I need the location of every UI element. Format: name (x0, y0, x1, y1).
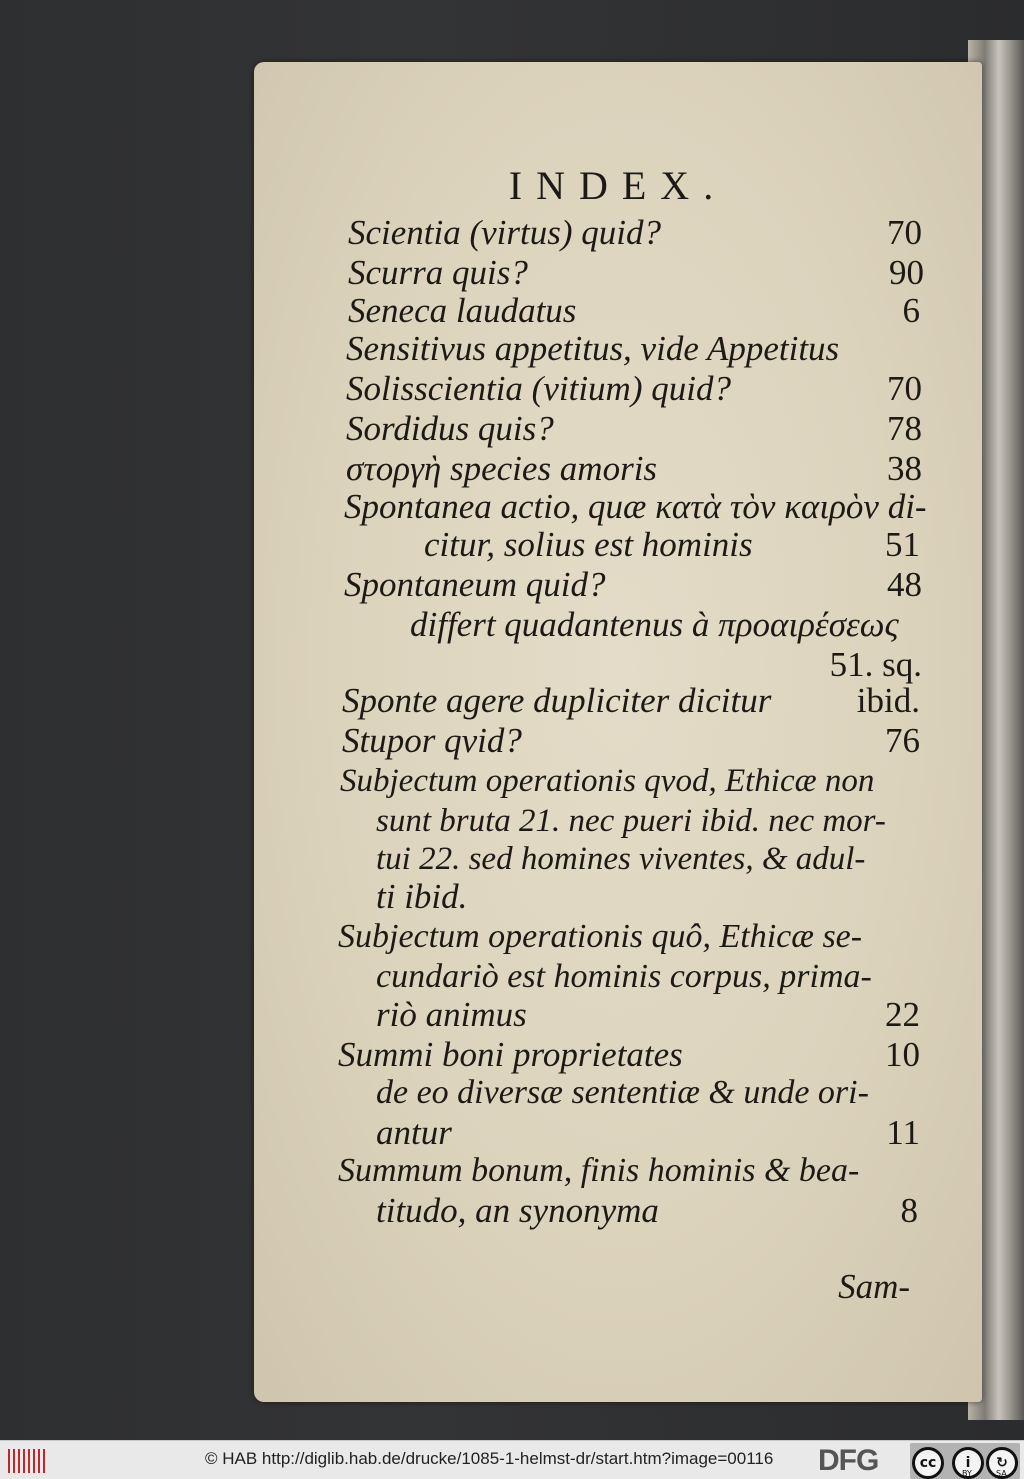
index-entry-text: citur, solius est hominis (424, 525, 753, 564)
index-entry-text: tui 22. sed homines viventes, & adul- (376, 841, 866, 877)
page-header: INDEX. (508, 163, 728, 208)
index-entry-text: Subjectum operationis qvod, Ethicæ non (340, 763, 875, 799)
index-entry-text: Scientia (virtus) quid? (348, 213, 662, 252)
cc-icon: cc (912, 1447, 944, 1479)
index-entry-text: riò animus (376, 995, 527, 1034)
index-entry-text: Spontanea actio, quæ κατὰ τὸν καιρὸν di- (344, 487, 927, 526)
index-entry-page: ibid. (856, 681, 920, 720)
index-entry-page: 38 (887, 449, 922, 488)
cc-by-label: BY (962, 1469, 972, 1478)
index-entry-page: 70 (887, 213, 922, 252)
index-entry-text: Scurra quis? (348, 253, 528, 292)
index-entry-text: Summi boni proprietates (338, 1035, 683, 1074)
index-entry-page: 78 (887, 409, 922, 448)
index-entries (254, 62, 982, 1402)
index-entry-page: 51. sq. (829, 645, 922, 684)
copyright-link[interactable]: © HAB http://diglib.hab.de/drucke/1085-1-helmst-dr/start.htm?image=00116 (205, 1449, 774, 1468)
index-entry-text: Solisscientia (vitium) quid? (346, 369, 731, 408)
viewer-footer (0, 1440, 1024, 1479)
index-entry-page: 51 (885, 525, 920, 564)
index-entry-page: 90 (889, 253, 924, 292)
index-entry-text: Sponte agere dupliciter dicitur (342, 681, 772, 720)
index-entry-page: 70 (887, 369, 922, 408)
index-entry-text: Spontaneum quid? (344, 565, 606, 604)
catchword: Sam- (838, 1267, 910, 1306)
index-entry-text: cundariò est hominis corpus, prima- (376, 958, 872, 995)
index-entry-text: titudo, an synonyma (376, 1191, 659, 1230)
index-entry-text: antur (376, 1113, 452, 1152)
index-entry-page: 8 (900, 1191, 918, 1230)
index-entry-page: 10 (885, 1035, 920, 1074)
index-entry-page: 48 (887, 565, 922, 604)
cc-sa-label: SA (996, 1469, 1007, 1478)
index-entry-text: ti ibid. (376, 877, 468, 916)
index-entry-text: Seneca laudatus (348, 291, 577, 330)
index-entry-text: Sensitivus appetitus, vide Appetitus (346, 329, 840, 368)
cc-by-icon: i (952, 1447, 984, 1479)
dfg-logo: DFG (818, 1444, 879, 1477)
hab-logo-icon (8, 1449, 46, 1473)
index-entry-text: Stupor qvid? (342, 721, 522, 760)
index-entry-page: 76 (885, 721, 920, 760)
index-entry-text: de eo diversæ sententiæ & unde ori- (376, 1074, 869, 1111)
index-entry-text: differt quadantenus à προαιρέσεως (410, 605, 899, 644)
index-entry-text: sunt bruta 21. nec pueri ibid. nec mor- (376, 803, 886, 839)
index-entry-text: Summum bonum, finis hominis & bea- (338, 1152, 860, 1189)
cc-license-badge[interactable] (910, 1443, 1020, 1479)
index-entry-text: Sordidus quis? (346, 409, 554, 448)
index-entry-text: στοργὴ species amoris (346, 449, 658, 488)
index-entry-page: 11 (886, 1113, 920, 1152)
index-entry-page: 6 (902, 291, 920, 330)
index-entry-page: 22 (885, 995, 920, 1034)
book-page (254, 62, 982, 1402)
cc-sa-icon: ↻ (986, 1447, 1018, 1479)
index-entry-text: Subjectum operationis quô, Ethicæ se- (338, 918, 863, 955)
